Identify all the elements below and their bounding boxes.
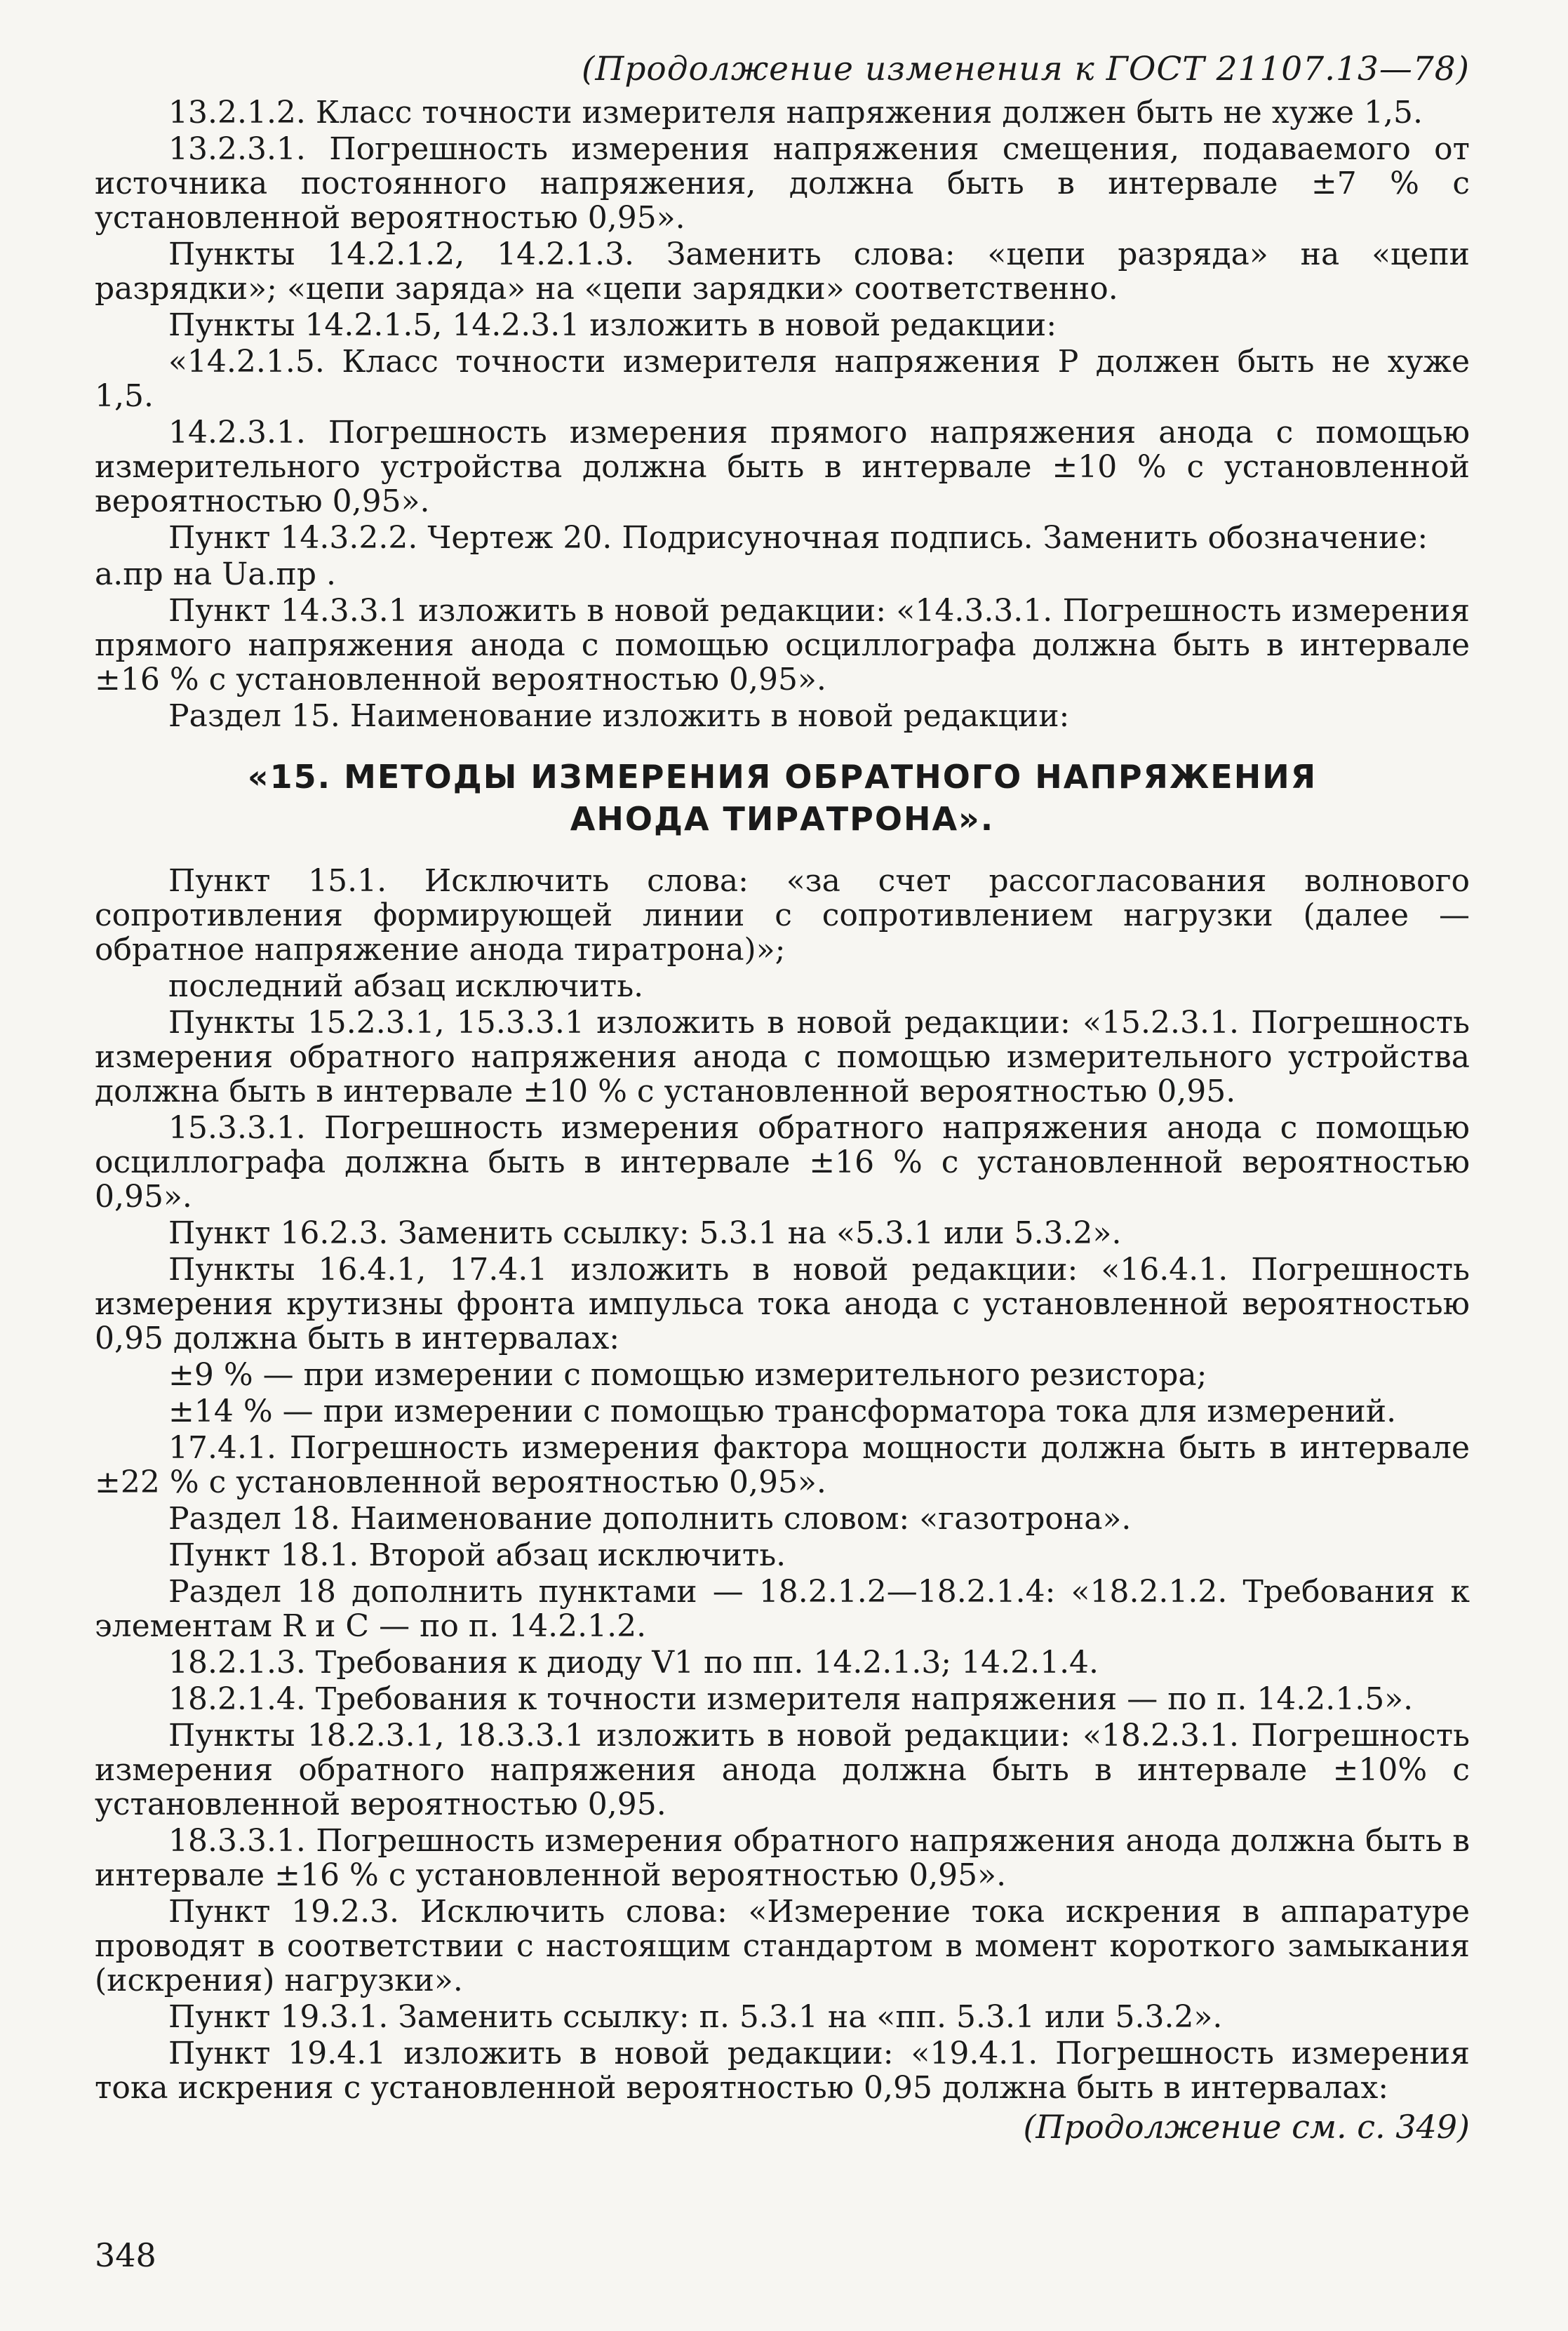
- continuation-note: (Продолжение см. с. 349): [1023, 2108, 1470, 2146]
- page-header: (Продолжение изменения к ГОСТ 21107.13—78): [582, 50, 1470, 88]
- paragraph: Пункт 14.3.2.2. Чертеж 20. Подрисуночная подпись. Заменить обозначение:: [168, 520, 1428, 556]
- paragraph: а.пр на Uа.пр .: [95, 556, 337, 592]
- paragraph: Раздел 18. Наименование дополнить словом: «газотрона».: [168, 1501, 1132, 1537]
- paragraph: ±14 % — при измерении с помощью трансформатора тока для измерений.: [168, 1394, 1397, 1429]
- section-title-line: «15. МЕТОДЫ ИЗМЕРЕНИЯ ОБРАТНОГО НАПРЯЖЕНИЯ: [247, 758, 1318, 796]
- page-number: 348: [95, 2236, 156, 2274]
- paragraph: 13.2.3.1. Погрешность измерения напряжения смещения, подаваемого от источника постоянного напряжения, должна быть в интервале ±7 % с установленной вероятностью 0,95».: [95, 131, 1470, 236]
- paragraph: последний абзац исключить.: [168, 968, 644, 1004]
- paragraph: Пункт 18.1. Второй абзац исключить.: [168, 1537, 786, 1573]
- paragraph: 14.2.3.1. Погрешность измерения прямого напряжения анода с помощью измерительного устройства должна быть в интервале ±10 % с установленной вероятностью 0,95».: [95, 415, 1470, 519]
- paragraph: 13.2.1.2. Класс точности измерителя напряжения должен быть не хуже 1,5.: [168, 95, 1423, 131]
- paragraph: Пункты 16.4.1, 17.4.1 изложить в новой редакции: «16.4.1. Погрешность измерения крутизны фронта импульса тока анода с установленной вероятностью 0,95 должна быть в интервалах:: [95, 1252, 1470, 1356]
- text-block-upper: [95, 95, 1470, 733]
- section-title-line: АНОДА ТИРАТРОНА».: [570, 800, 995, 838]
- section-title: [95, 756, 1470, 840]
- paragraph: Пункт 14.3.3.1 изложить в новой редакции: «14.3.3.1. Погрешность измерения прямого напряжения анода с помощью осциллографа должна быть в интервале ±16 % с установленной вероятностью 0,95».: [95, 593, 1470, 697]
- paragraph: ±9 % — при измерении с помощью измерительного резистора;: [168, 1357, 1207, 1393]
- paragraph: Пункты 14.2.1.5, 14.2.3.1 изложить в новой редакции:: [168, 307, 1057, 343]
- paragraph: Пункты 15.2.3.1, 15.3.3.1 изложить в новой редакции: «15.2.3.1. Погрешность измерения обратного напряжения анода с помощью измерительного устройства должна быть в интервале ±10 % с установленной вероятностью 0,95.: [95, 1005, 1470, 1109]
- paragraph: Раздел 18 дополнить пунктами — 18.2.1.2—18.2.1.4: «18.2.1.2. Требования к элементам R и C — по п. 14.2.1.2.: [95, 1574, 1470, 1644]
- paragraph: Пункт 16.2.3. Заменить ссылку: 5.3.1 на «5.3.1 или 5.3.2».: [168, 1215, 1122, 1251]
- paragraph: 15.3.3.1. Погрешность измерения обратного напряжения анода с помощью осциллографа должна быть в интервале ±16 % с установленной вероятностью 0,95».: [95, 1110, 1470, 1215]
- paragraph: Пункт 15.1. Исключить слова: «за счет рассогласования волнового сопротивления формирующей линии с сопротивлением нагрузки (далее — обратное напряжение анода тиратрона)»;: [95, 863, 1470, 968]
- text-block-lower: [95, 864, 1470, 2105]
- paragraph: 18.2.1.3. Требования к диоду V1 по пп. 14.2.1.3; 14.2.1.4.: [168, 1645, 1099, 1681]
- document-page: [95, 49, 1470, 2146]
- paragraph: 17.4.1. Погрешность измерения фактора мощности должна быть в интервале ±22 % с установленной вероятностью 0,95».: [95, 1430, 1470, 1500]
- paragraph: Пункты 14.2.1.2, 14.2.1.3. Заменить слова: «цепи разряда» на «цепи разрядки»; «цепи заряда» на «цепи зарядки» соответственно.: [95, 236, 1470, 307]
- paragraph: Раздел 15. Наименование изложить в новой редакции:: [168, 698, 1070, 734]
- paragraph: Пункт 19.3.1. Заменить ссылку: п. 5.3.1 на «пп. 5.3.1 или 5.3.2».: [168, 1999, 1223, 2035]
- paragraph: 18.2.1.4. Требования к точности измерителя напряжения — по п. 14.2.1.5».: [168, 1681, 1414, 1717]
- paragraph: 18.3.3.1. Погрешность измерения обратного напряжения анода должна быть в интервале ±16 % с установленной вероятностью 0,95».: [95, 1823, 1470, 1893]
- paragraph: Пункты 18.2.3.1, 18.3.3.1 изложить в новой редакции: «18.2.3.1. Погрешность измерения обратного напряжения анода должна быть в интервале ±10% с установленной вероятностью 0,95.: [95, 1718, 1470, 1822]
- paragraph: Пункт 19.2.3. Исключить слова: «Измерение тока искрения в аппаратуре проводят в соответствии с настоящим стандартом в момент короткого замыкания (искрения) нагрузки».: [95, 1894, 1470, 1998]
- paragraph: «14.2.1.5. Класс точности измерителя напряжения P должен быть не хуже 1,5.: [95, 344, 1470, 414]
- paragraph: Пункт 19.4.1 изложить в новой редакции: «19.4.1. Погрешность измерения тока искрения с установленной вероятностью 0,95 должна быть в интервалах:: [95, 2036, 1470, 2106]
